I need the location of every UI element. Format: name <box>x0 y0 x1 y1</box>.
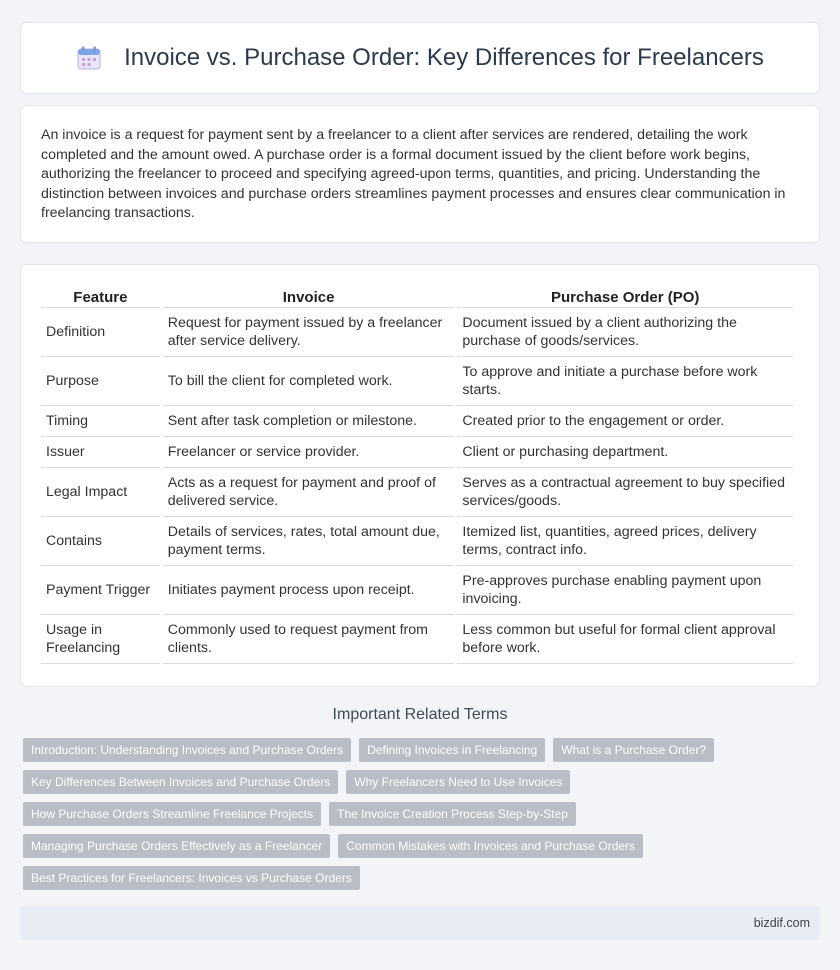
feature-cell: Definition <box>41 308 160 357</box>
po-cell: Document issued by a client authorizing the purchase of goods/services. <box>457 308 793 357</box>
po-cell: Less common but useful for formal client approval before work. <box>457 615 793 664</box>
related-terms-title: Important Related Terms <box>332 706 508 723</box>
related-term-link[interactable]: Managing Purchase Orders Effectively as a Freelancer <box>23 834 330 858</box>
related-term-link[interactable]: Common Mistakes with Invoices and Purchase Orders <box>338 834 643 858</box>
po-cell: Pre-approves purchase enabling payment upon invoicing. <box>457 566 793 615</box>
comparison-section <box>20 264 820 687</box>
footer <box>20 906 820 940</box>
feature-cell: Contains <box>41 517 160 566</box>
feature-cell: Usage in Freelancing <box>41 615 160 664</box>
related-term-link[interactable]: How Purchase Orders Streamline Freelance Projects <box>23 802 321 826</box>
site-name[interactable]: bizdif.com <box>753 916 810 930</box>
header-invoice: Invoice <box>163 287 455 308</box>
po-cell: Client or purchasing department. <box>457 437 793 468</box>
intro-section <box>20 105 820 243</box>
table-row <box>41 308 793 357</box>
invoice-cell: Details of services, rates, total amount due, payment terms. <box>163 517 455 566</box>
feature-cell: Issuer <box>41 437 160 468</box>
table-row <box>41 357 793 406</box>
related-term-link[interactable]: What is a Purchase Order? <box>553 738 714 762</box>
related-term-link[interactable]: Introduction: Understanding Invoices and Purchase Orders <box>23 738 351 762</box>
table-row <box>41 468 793 517</box>
invoice-cell: Freelancer or service provider. <box>163 437 455 468</box>
po-cell: To approve and initiate a purchase before work starts. <box>457 357 793 406</box>
related-terms <box>23 738 813 898</box>
table-row <box>41 615 793 664</box>
calendar-icon <box>76 45 102 71</box>
feature-cell: Payment Trigger <box>41 566 160 615</box>
comparison-table <box>38 287 796 664</box>
related-term-link[interactable]: Defining Invoices in Freelancing <box>359 738 545 762</box>
table-row <box>41 437 793 468</box>
related-term-link[interactable]: Key Differences Between Invoices and Purchase Orders <box>23 770 338 794</box>
table-row <box>41 566 793 615</box>
invoice-cell: Initiates payment process upon receipt. <box>163 566 455 615</box>
invoice-cell: To bill the client for completed work. <box>163 357 455 406</box>
feature-cell: Legal Impact <box>41 468 160 517</box>
invoice-cell: Request for payment issued by a freelancer after service delivery. <box>163 308 455 357</box>
header-purchase-order: Purchase Order (PO) <box>457 287 793 308</box>
header-feature: Feature <box>41 287 160 308</box>
page-header <box>20 22 820 94</box>
invoice-cell: Acts as a request for payment and proof of delivered service. <box>163 468 455 517</box>
po-cell: Created prior to the engagement or order. <box>457 406 793 437</box>
po-cell: Itemized list, quantities, agreed prices, delivery terms, contract info. <box>457 517 793 566</box>
invoice-cell: Commonly used to request payment from clients. <box>163 615 455 664</box>
related-term-link[interactable]: Best Practices for Freelancers: Invoices vs Purchase Orders <box>23 866 360 890</box>
feature-cell: Purpose <box>41 357 160 406</box>
po-cell: Serves as a contractual agreement to buy specified services/goods. <box>457 468 793 517</box>
invoice-cell: Sent after task completion or milestone. <box>163 406 455 437</box>
page-title: Invoice vs. Purchase Order: Key Differences for Freelancers <box>124 44 764 71</box>
intro-text: An invoice is a request for payment sent by a freelancer to a client after services are rendered, detailing the work completed and the amount owed. A purchase order is a formal document issued by the client before work begins, authorizing the freelancer to proceed and specifying agreed-upon terms, quantities, and pricing. Understanding the distinction between invoices and purchase orders streamlines payment processes and ensures clear communication in freelancing transactions. <box>41 127 786 221</box>
related-term-link[interactable]: The Invoice Creation Process Step-by-Step <box>329 802 576 826</box>
table-row <box>41 517 793 566</box>
table-row <box>41 406 793 437</box>
related-term-link[interactable]: Why Freelancers Need to Use Invoices <box>346 770 570 794</box>
feature-cell: Timing <box>41 406 160 437</box>
